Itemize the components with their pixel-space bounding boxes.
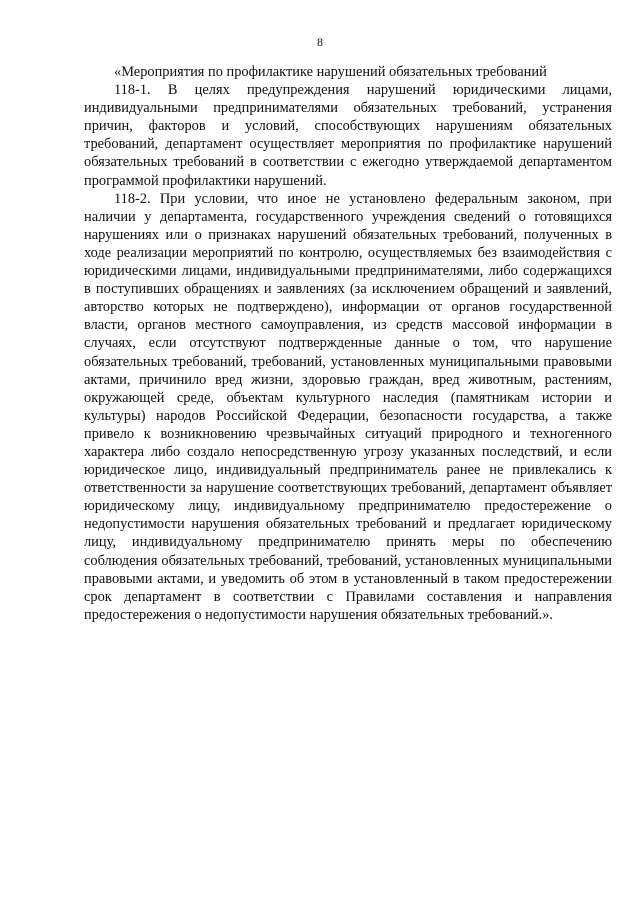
paragraph-118-2: 118-2. При условии, что иное не установлено федеральным законом, при наличии у департамента, государственного учреждения сведений о готовящихся нарушениях или о признаках нарушений обязательных требований, полученных в ходе реализации мероприятий по контролю, осуществляемых без взаимодействия с юридическими лицами, индивидуальными предпринимателями, либо содержащихся в поступивших обращениях и заявлениях (за исключением обращений и заявлений, авторство которых не подтверждено), информации от органов государственной власти, органов местного самоуправления, из средств массовой информации в случаях, если отсутствуют подтвержденные данные о том, что нарушение обязательных требований, требований, установленных муниципальными правовыми актами, причинило вред жизни, здоровью граждан, вред животным, растениям, окружающей среде, объектам культурного наследия (памятникам истории и культуры) народов Российской Федерации, безопасности государства, а также привело к возникновению чрезвычайных ситуаций природного и техногенного характера либо создало непосредственную угрозу указанных последствий, и если юридическое лицо, индивидуальный предприниматель ранее не привлекались к ответственности за нарушение соответствующих требований, департамент объявляет юридическому лицу, индивидуальному предпринимателю предостережение о недопустимости нарушения обязательных требований и предлагает юридическому лицу, индивидуальному предпринимателю принять меры по обеспечению соблюдения обязательных требований, требований, установленных муниципальными правовыми актами, и уведомить об этом в установленный в таком предостережении срок департамент в соответствии с Правилами составления и направления предостережения о недопустимости нарушения обязательных требований.». bbox=[84, 190, 612, 623]
section-heading: «Мероприятия по профилактике нарушений обязательных требований bbox=[114, 64, 547, 80]
page-number: 8 bbox=[317, 35, 323, 49]
paragraph-118-1: 118-1. В целях предупреждения нарушений юридическими лицами, индивидуальными предпринимателями обязательных требований, устранения причин, факторов и условий, способствующих нарушениям обязательных требований, департамент осуществляет мероприятия по профилактике нарушений обязательных требований в соответствии с ежегодно утверждаемой департаментом программой профилактики нарушений. bbox=[84, 82, 612, 189]
document-body bbox=[84, 63, 612, 624]
